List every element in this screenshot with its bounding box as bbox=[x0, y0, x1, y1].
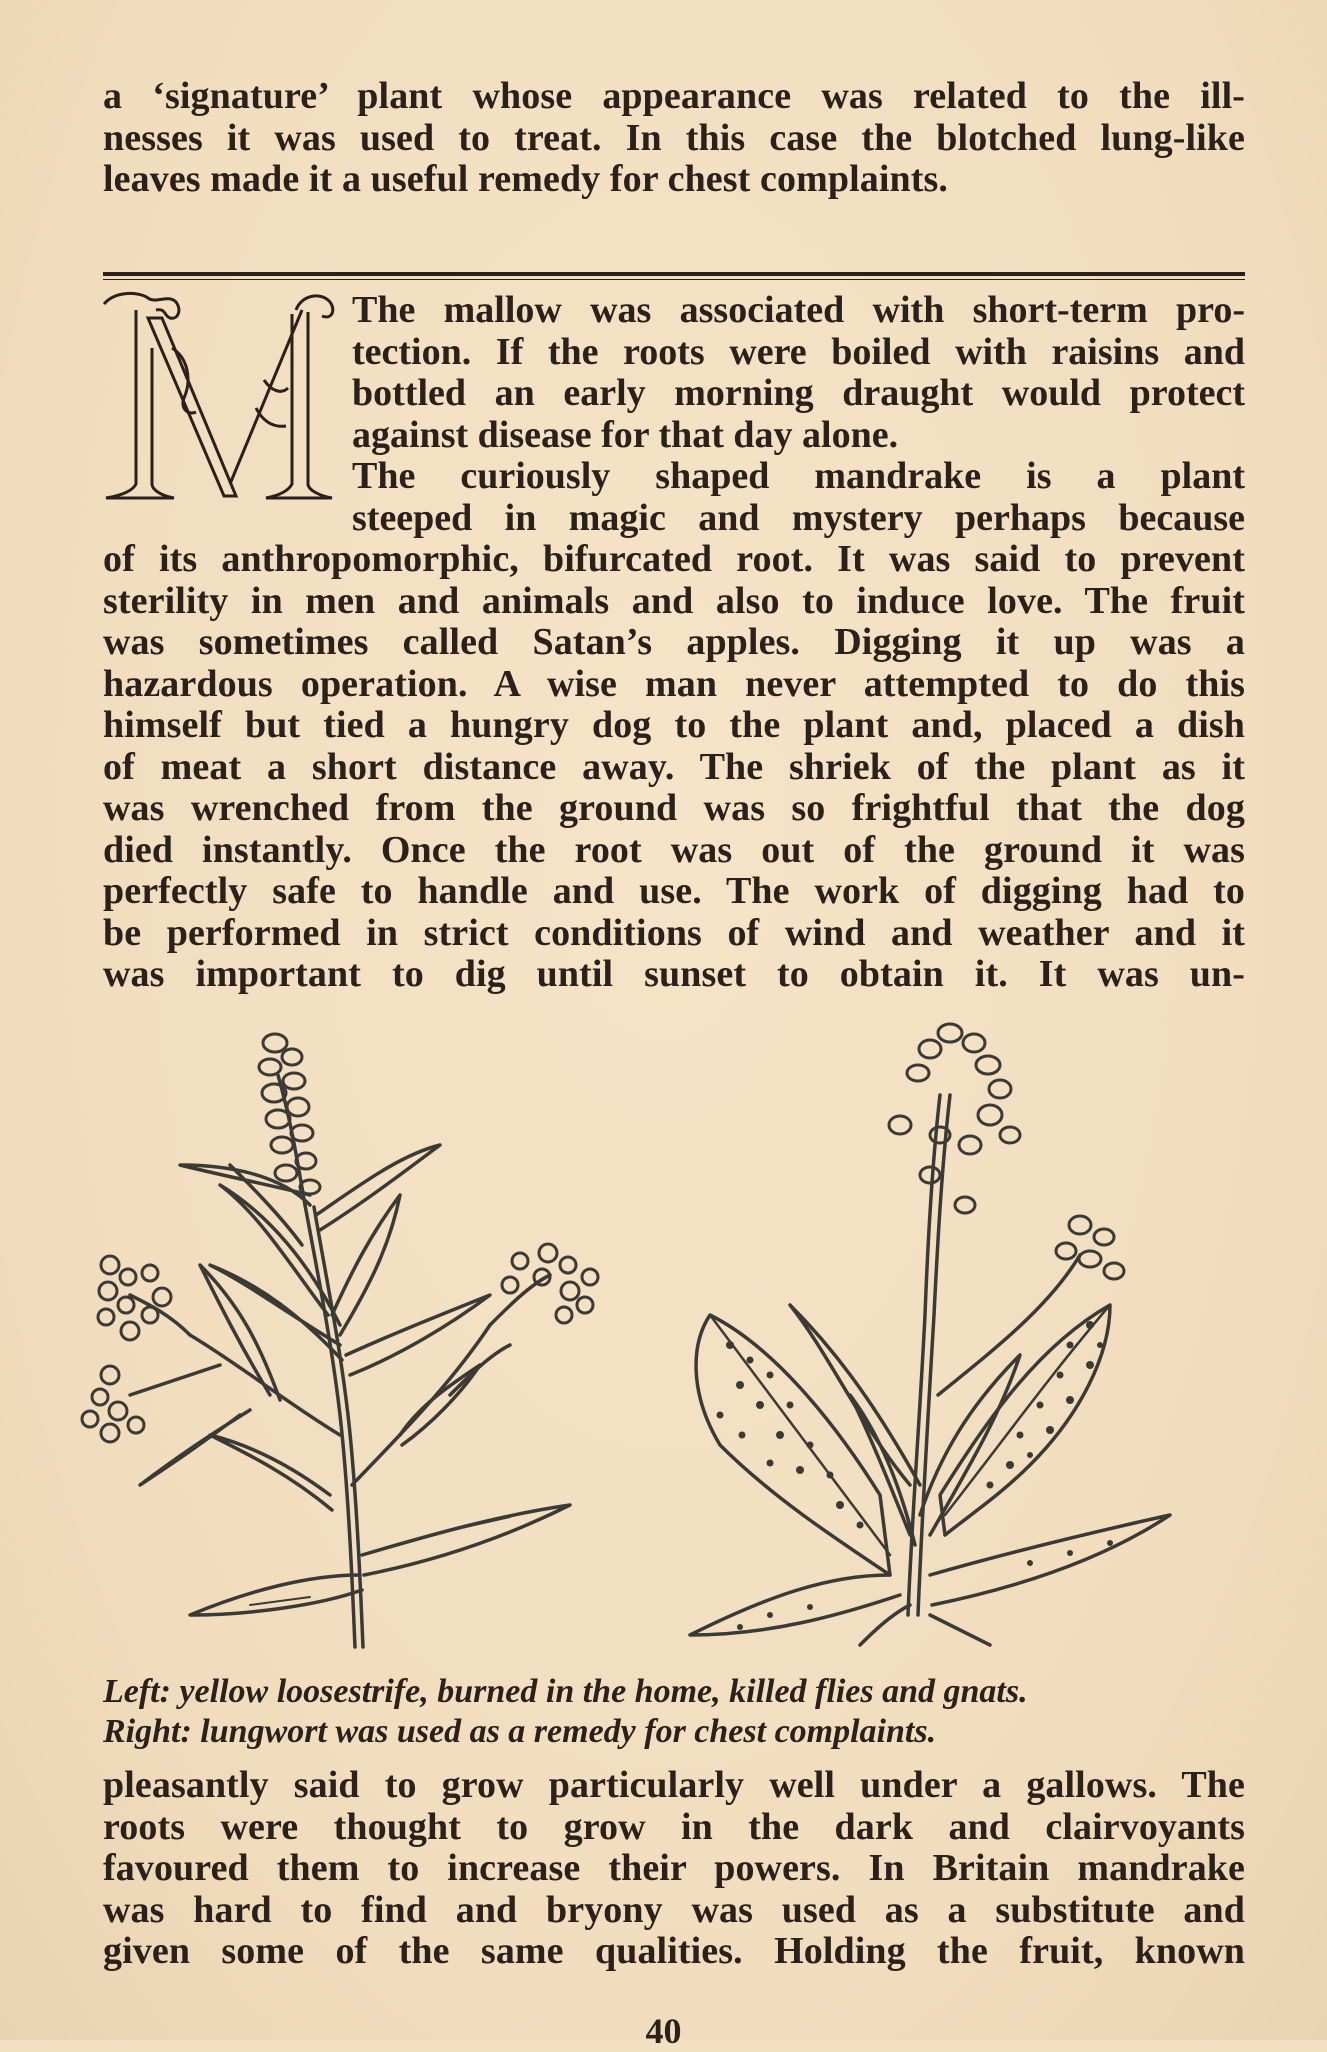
text-line: The curiously shaped mandrake is a plant bbox=[352, 455, 1245, 497]
text-line: was hard to find and bryony was used as a substitute and bbox=[103, 1888, 1245, 1931]
text-line: himself but tied a hungry dog to the plant and, placed a dish bbox=[103, 704, 1245, 746]
text-line: pleasantly said to grow particularly well under a gallows. The bbox=[103, 1764, 1245, 1806]
figure-caption bbox=[103, 1672, 1245, 1752]
section-divider-thin bbox=[103, 279, 1245, 280]
text-line: was important to dig until sunset to obtain it. It was un- bbox=[103, 953, 1245, 995]
text-line: of meat a short distance away. The shriek of the plant as it bbox=[103, 745, 1245, 788]
text-line: hazardous operation. A wise man never attempted to do this bbox=[103, 662, 1245, 705]
mandrake-paragraph-head bbox=[352, 456, 1245, 539]
text-line: a ‘signature’ plant whose appearance was related to the ill- bbox=[103, 75, 1245, 117]
section-divider bbox=[103, 272, 1245, 276]
dropcap-letter bbox=[96, 288, 348, 510]
text-line: nesses it was used to treat. In this case the blotched lung-like bbox=[103, 116, 1245, 159]
text-line: against disease for that day alone. bbox=[352, 413, 899, 456]
text-line: be performed in strict conditions of wind and weather and it bbox=[103, 911, 1245, 954]
text-line: was wrenched from the ground was so frightful that the dog bbox=[103, 787, 1245, 829]
text-line: bottled an early morning draught would protect bbox=[352, 372, 1245, 414]
text-line: favoured them to increase their powers. In Britain mandrake bbox=[103, 1847, 1245, 1889]
caption-line-right: Right: lungwort was used as a remedy for chest complaints. bbox=[103, 1713, 937, 1750]
botanical-illustrations bbox=[70, 1015, 1270, 1655]
text-line: roots were thought to grow in the dark and clairvoyants bbox=[103, 1805, 1245, 1848]
top-paragraph bbox=[103, 76, 1245, 201]
lungwort-illustration bbox=[690, 1024, 1170, 1645]
text-line: given some of the same qualities. Holding the fruit, known bbox=[103, 1930, 1245, 1972]
text-line: of its anthropomorphic, bifurcated root. It was said to prevent bbox=[103, 538, 1245, 580]
mandrake-paragraph-body bbox=[103, 539, 1245, 996]
text-line: tection. If the roots were boiled with raisins and bbox=[352, 330, 1245, 373]
text-line: died instantly. Once the root was out of the ground it was bbox=[103, 828, 1245, 871]
text-line: sterility in men and animals and also to induce love. The fruit bbox=[103, 579, 1245, 622]
text-line: was sometimes called Satan’s apples. Digging it up was a bbox=[103, 621, 1245, 663]
text-line: perfectly safe to handle and use. The work of digging had to bbox=[103, 870, 1245, 912]
text-line: The mallow was associated with short-term pro- bbox=[352, 289, 1245, 331]
mallow-paragraph bbox=[352, 290, 1245, 456]
loosestrife-illustration bbox=[82, 1034, 598, 1647]
text-line: steeped in magic and mystery perhaps because bbox=[352, 496, 1245, 539]
text-line: leaves made it a useful remedy for chest complaints. bbox=[103, 158, 948, 200]
bottom-paragraph bbox=[103, 1765, 1245, 1973]
caption-line-left: Left: yellow loosestrife, burned in the home, killed flies and gnats. bbox=[103, 1673, 1028, 1710]
page-number: 40 bbox=[645, 2011, 682, 2051]
